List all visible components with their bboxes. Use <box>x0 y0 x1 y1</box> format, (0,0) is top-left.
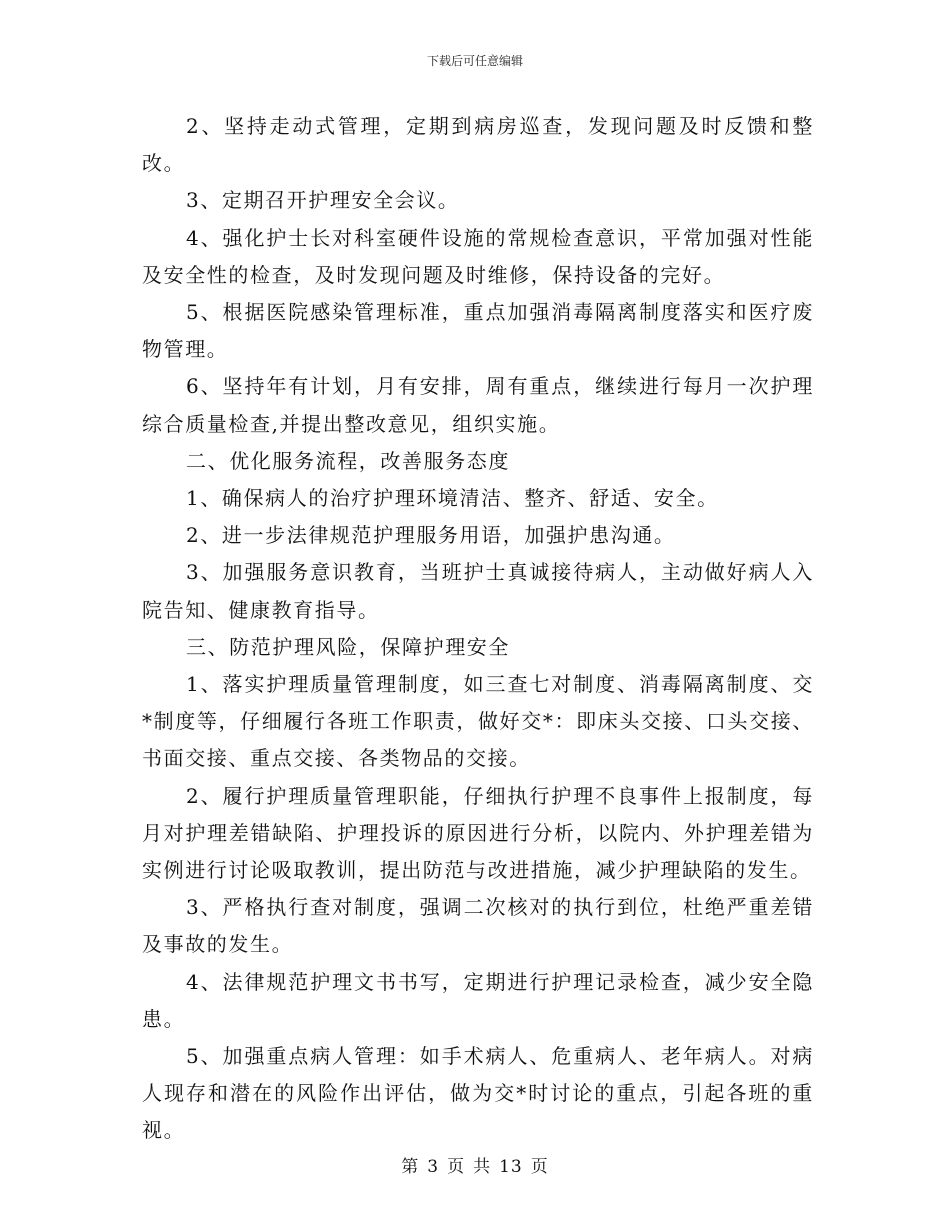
page-suffix: 页 <box>530 1157 549 1177</box>
paragraph: 2、进一步法律规范护理服务用语，加强护患沟通。 <box>186 523 676 548</box>
paragraph: 6、坚持年有计划，月有安排，周有重点，继续进行每月一次护理综合质量检查,并提出整改意见，组织实施。 <box>142 374 814 436</box>
page-prefix: 第 <box>401 1157 420 1177</box>
paragraph: 5、根据医院感染管理标准，重点加强消毒隔离制度落实和医疗废物管理。 <box>142 300 814 362</box>
section-heading: 三、防范护理风险，保障护理安全 <box>186 634 510 659</box>
paragraph: 1、确保病人的治疗护理环境清洁、整齐、舒适、安全。 <box>186 486 719 511</box>
page-current: 3 <box>427 1157 440 1177</box>
paragraph: 1、落实护理质量管理制度，如三查七对制度、消毒隔离制度、交*制度等，仔细履行各班工作职责，做好交*：即床头交接、口头交接、书面交接、重点交接、各类物品的交接。 <box>142 672 814 771</box>
download-edit-note: 下载后可任意编辑 <box>426 54 523 68</box>
document-body <box>142 108 814 1150</box>
paragraph: 3、严格执行查对制度，强调二次核对的执行到位，杜绝严重差错及事故的发生。 <box>142 895 814 957</box>
paragraph: 2、坚持走动式管理，定期到病房巡查，发现问题及时反馈和整改。 <box>142 114 814 176</box>
paragraph: 4、强化护士长对科室硬件设施的常规检查意识，平常加强对性能及安全性的检查，及时发现问题及时维修，保持设备的完好。 <box>142 225 814 287</box>
paragraph: 3、定期召开护理安全会议。 <box>186 188 460 213</box>
paragraph: 5、加强重点病人管理：如手术病人、危重病人、老年病人。对病人现存和潜在的风险作出评估，做为交*时讨论的重点，引起各班的重视。 <box>142 1044 814 1143</box>
page-middle: 页 <box>447 1157 466 1177</box>
page-number-footer <box>0 1156 950 1178</box>
page-header <box>0 53 950 69</box>
page-total-prefix: 共 <box>473 1157 492 1177</box>
paragraph: 3、加强服务意识教育，当班护士真诚接待病人，主动做好病人入院告知、健康教育指导。 <box>142 560 814 622</box>
page-total: 13 <box>499 1157 523 1177</box>
paragraph: 2、履行护理质量管理职能，仔细执行护理不良事件上报制度，每月对护理差错缺陷、护理投诉的原因进行分析，以院内、外护理差错为实例进行讨论吸取教训，提出防范与改进措施，减少护理缺陷的发生。 <box>142 783 814 883</box>
section-heading: 二、优化服务流程，改善服务态度 <box>186 448 510 473</box>
paragraph: 4、法律规范护理文书书写，定期进行护理记录检查，减少安全隐患。 <box>142 969 814 1031</box>
